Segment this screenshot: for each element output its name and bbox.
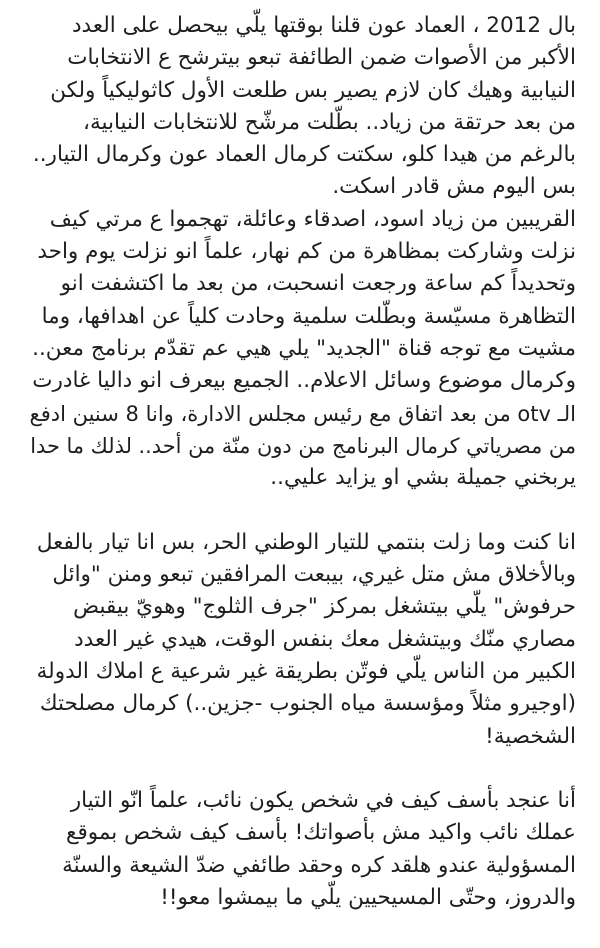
text-line: الكبير من الناس يلّي فوتّن بطريقة غير شرعية ع املاك الدولة [36,658,576,684]
post-body [24,10,576,914]
text-line: (اوجيرو مثلاً ومؤسسة مياه الجنوب -جزين..) كرمال مصلحتك [39,691,576,717]
text-line: نزلت وشاركت بمظاهرة من كم نهار، علماً انو نزلت يوم واحد [37,239,576,265]
text-line: من مصرياتي كرمال البرنامج من دون منّة من أحد.. لذلك ما حدا [30,433,576,458]
text-line: وكرمال موضوع وسائل الاعلام.. الجميع بيعرف انو داليا غادرت [32,368,576,394]
text-line: الـ otv من بعد اتفاق مع رئيس مجلس الادارة، وانا 8 سنين ادفع [29,400,576,426]
text-line: انا كنت وما زلت بنتمي للتيار الوطني الحر، بس انا تيار بالفعل [36,529,576,555]
text-line: القريبين من زياد اسود، اصدقاء وعائلة، تهجموا ع مرتي كيف [49,206,576,232]
text-line: مصاري منّك وبيتشغل معك بنفس الوقت، هيدي غير العدد [74,626,576,652]
text-line: يربخني جميلة بشي او يزايد عليي.. [270,465,576,491]
text-line: مشيت مع توجه قناة "الجديد" يلي هيي عم تقدّم برنامج معن.. [32,335,576,361]
text-line: وبالأخلاق مش متل غيري، بيبعت المرافقين تبعو ومنن "وائل [52,562,576,588]
paragraph-1 [24,10,576,494]
text-line: أنا عنجد بأسف كيف في شخص يكون نائب، علماً انّو التيار [70,788,576,814]
text-line: النيابية وهيك كان لازم يصير بس طلعت الأول كاثوليكياً ولكن [50,77,576,103]
text-line: والدروز، وحتّى المسيحيين يلّي ما بيمشوا معو!! [160,885,576,911]
paragraph-2 [24,527,576,753]
paragraph-gap [24,494,576,526]
text-line: الأكبر من الأصوات ضمن الطائفة تبعو بيترشح ع الانتخابات [67,45,576,71]
text-line: حرفوش" يلّي بيتشغل بمركز "جرف الثلوج" وهويّ بيقبض [73,594,576,620]
paragraph-gap [24,753,576,785]
text-line: بس اليوم مش قادر اسكت. [332,174,576,200]
paragraph-3 [24,785,576,914]
text-line: وتحديداً كم ساعة ورجعت انسحبت، من بعد ما اكتشفت انو [60,271,576,297]
text-line: المسؤولية عندو هلقد كره وحقد طائفي ضدّ الشيعة والسنّة [62,852,576,878]
text-line: بال 2012 ، العماد عون قلنا بوقتها يلّي بيحصل على العدد [71,13,576,38]
text-line: الشخصية! [485,723,576,749]
text-line: من بعد حرتقة من زياد.. بطّلت مرشّح للانتخابات النيابية، [83,109,576,135]
text-line: التظاهرة مسيّسة وبطّلت سلمية وحادت كلياً عن اهدافها، وما [41,303,576,329]
text-line: عملك نائب واكيد مش بأصواتك! بأسف كيف شخص بموقع [66,820,576,846]
text-line: بالرغم من هيدا كلو، سكتت كرمال العماد عون وكرمال التيار.. [32,142,576,168]
